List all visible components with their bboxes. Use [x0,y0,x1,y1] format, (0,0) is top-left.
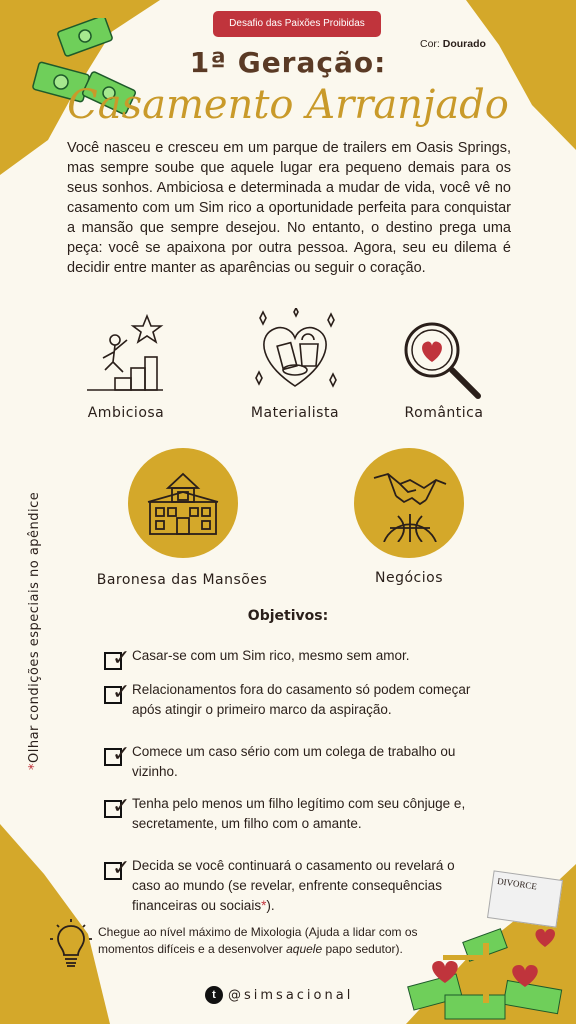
objective-item [104,680,484,742]
scales-hearts-money-icon [405,925,570,1020]
tip-text-end: papo sedutor). [322,942,403,956]
divorce-paper [487,870,563,927]
aspiration-label-mansion: Baronesa das Mansões [96,572,268,588]
climbing-stairs-star-icon [85,312,165,392]
mixology-tip [98,924,418,958]
objectives-title: Objetivos: [247,608,329,624]
objective-star: * [261,898,267,913]
tip-text: Chegue ao nível máximo de Mixologia (Ajuda a lidar com os momentos difíceis e a desenvolver [98,925,418,956]
objective-item [104,742,484,784]
trait-label-ambiciosa: Ambiciosa [87,405,165,421]
tip-italic: aquele [286,942,323,956]
objective-item [104,856,484,918]
tumblr-icon: t [205,986,223,1004]
handshake-globe-icon [370,462,450,542]
challenge-badge: Desafio das Paixões Proibidas [213,11,381,37]
social-handle[interactable] [205,986,353,1004]
objective-text: Relacionamentos fora do casamento só podem começar após atingir o primeiro marco da aspiração. [132,682,471,717]
objective-text-main: Decida se você continuará o casamento ou revelará o caso ao mundo (se revelar, enfrente consequências financeiras ou sociais [132,858,455,913]
page-subtitle: Casamento Arranjado [67,82,509,128]
handle-name: @simsacional [228,987,354,1003]
objective-item [104,646,484,670]
heart-with-gifts-icon [250,308,340,398]
side-note-star: * [27,763,42,770]
color-label-key: Cor: [420,38,440,50]
trait-label-romantica: Romântica [404,405,484,421]
side-note-text: Olhar condições especiais no apêndice [27,491,42,763]
trait-label-materialista: Materialista [250,405,340,421]
color-value: Dourado [442,38,486,50]
page-title: 1ª Geração: [189,46,387,79]
checkbox-icon: ✓ [104,800,122,818]
magnifier-heart-icon [400,318,484,402]
objective-text: Comece um caso sério com um colega de trabalho ou vizinho. [132,744,456,779]
checkbox-icon: ✓ [104,686,122,704]
checkbox-icon: ✓ [104,862,122,880]
objective-text [132,856,482,916]
mansion-icon [146,466,220,540]
objective-text-suffix: ). [266,898,275,913]
aspiration-label-business: Negócios [375,570,443,586]
checkbox-icon: ✓ [104,748,122,766]
checkbox-icon: ✓ [104,652,122,670]
lightbulb-icon [50,918,92,970]
objective-item [104,794,484,854]
objective-text: Tenha pelo menos um filho legítimo com seu cônjuge e, secretamente, um filho com o amante. [132,796,466,831]
divorce-text: DIVORCE [496,876,538,892]
side-note-appendix [27,492,42,770]
objective-text: Casar-se com um Sim rico, mesmo sem amor. [132,648,410,663]
intro-paragraph: Você nasceu e cresceu em um parque de trailers em Oasis Springs, mas sempre soube que aquele lugar era pequeno demais para os seus sonhos. Ambiciosa e determinada a mudar de vida, você vê no casamento com um Sim rico a oportunidade perfeita para conquistar a mansão que sempre desejou. No entanto, o destino prega uma peça: você se apaixona por outra pessoa. Agora, seu eu dilema é decidir entre manter as aparências ou seguir o coração. [67,140,511,276]
